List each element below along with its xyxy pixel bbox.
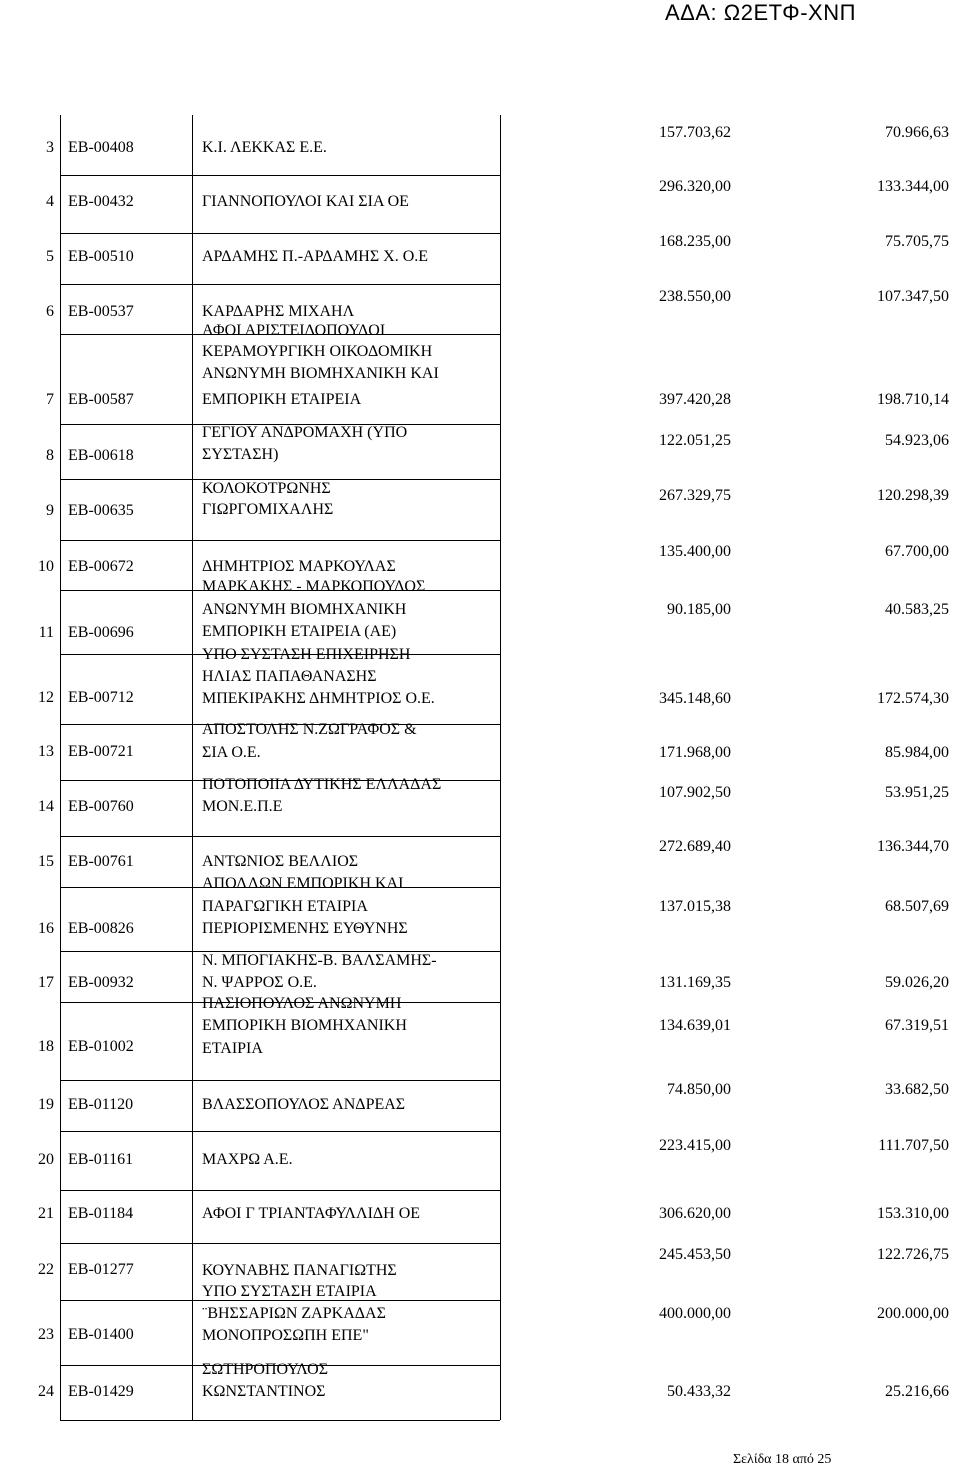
row-name-line: ΕΤΑΙΡΙΑ — [202, 1040, 263, 1057]
row-amount-total: 223.415,00 — [659, 1137, 731, 1154]
row-number: 13 — [38, 743, 54, 760]
row-number: 5 — [46, 248, 54, 265]
row-number: 10 — [38, 558, 54, 575]
row-number: 18 — [38, 1038, 54, 1055]
row-amount-total: 50.433,32 — [667, 1383, 731, 1400]
row-name-line: Ν. ΨΑΡΡΟΣ Ο.Ε. — [202, 974, 317, 991]
row-name-line: ΑΠΟΣΤΟΛΗΣ Ν.ΖΩΓΡΑΦΟΣ & — [202, 721, 417, 738]
row-name-line: ΑΠΟΛΛΩΝ ΕΜΠΟΡΙΚΗ ΚΑΙ — [202, 875, 404, 892]
row-code: ΕΒ-00761 — [68, 853, 134, 870]
row-number: 6 — [46, 303, 54, 320]
row-name-line: ΜΑΡΚΑΚΗΣ - ΜΑΡΚΟΠΟΥΛΟΣ — [202, 578, 426, 595]
row-code: ΕΒ-01120 — [68, 1096, 134, 1113]
row-separator — [192, 540, 500, 541]
row-amount-total: 74.850,00 — [667, 1081, 731, 1098]
row-code: ΕΒ-00432 — [68, 193, 134, 210]
row-separator — [192, 284, 500, 285]
row-name-line: ΥΠΟ ΣΥΣΤΑΣΗ ΕΠΙΧΕΙΡΗΣΗ — [202, 646, 411, 663]
row-separator — [192, 836, 500, 837]
row-name-line: ΑΦΟΙ ΑΡΙΣΤΕΙΔΟΠΟΥΛΟΙ — [202, 322, 386, 339]
row-amount-grant: 122.726,75 — [877, 1246, 949, 1263]
row-code: ΕΒ-00635 — [68, 502, 134, 519]
row-name-line: ΜΟΝΟΠΡΟΣΩΠΗ ΕΠΕ" — [202, 1327, 369, 1344]
row-name-line: ΥΠΟ ΣΥΣΤΑΣΗ ΕΤΑΙΡΙΑ — [202, 1283, 377, 1300]
row-number: 8 — [46, 447, 54, 464]
row-number: 16 — [38, 920, 54, 937]
row-amount-total: 168.235,00 — [659, 233, 731, 250]
row-amount-grant: 70.966,63 — [885, 124, 949, 141]
row-name-line: ΚΟΛΟΚΟΤΡΩΝΗΣ — [202, 480, 331, 497]
row-code: ΕΒ-00408 — [68, 139, 134, 156]
row-separator — [60, 951, 192, 952]
row-code: ΕΒ-00721 — [68, 743, 134, 760]
row-name-line: ΗΛΙΑΣ ΠΑΠΑΘΑΝΑΣΗΣ — [202, 668, 377, 685]
page-footer: Σελίδα 18 από 25 — [733, 1452, 832, 1467]
row-amount-total: 90.185,00 — [667, 601, 731, 618]
row-name-line: Κ.Ι. ΛΕΚΚΑΣ Ε.Ε. — [202, 139, 327, 156]
ada-code: ΑΔΑ: Ω2ΕΤΦ-ΧΝΠ — [665, 0, 856, 25]
row-separator — [60, 175, 192, 176]
row-number: 21 — [38, 1205, 54, 1222]
row-separator — [60, 233, 192, 234]
row-separator — [60, 1131, 192, 1132]
row-amount-total: 238.550,00 — [659, 288, 731, 305]
row-separator — [60, 1243, 192, 1244]
row-amount-total: 107.902,50 — [659, 784, 731, 801]
row-amount-grant: 68.507,69 — [885, 898, 949, 915]
row-number: 14 — [38, 798, 54, 815]
row-number: 9 — [46, 502, 54, 519]
row-amount-grant: 133.344,00 — [877, 178, 949, 195]
row-code: ΕΒ-00587 — [68, 391, 134, 408]
row-amount-grant: 120.298,39 — [877, 487, 949, 504]
row-separator — [60, 1190, 192, 1191]
row-amount-total: 245.453,50 — [659, 1246, 731, 1263]
row-number: 11 — [38, 624, 54, 641]
row-name-line: ΑΦΟΙ Γ ΤΡΙΑΝΤΑΦΥΛΛΙΔΗ ΟΕ — [202, 1205, 421, 1222]
row-separator — [192, 1420, 500, 1421]
row-number: 7 — [46, 391, 54, 408]
row-separator — [60, 590, 192, 591]
row-name-line: ΠΑΡΑΓΩΓΙΚΗ ΕΤΑΙΡΙΑ — [202, 898, 368, 915]
row-name-line: ΚΟΥΝΑΒΗΣ ΠΑΝΑΓΙΩΤΗΣ — [202, 1262, 397, 1279]
row-code: ΕΒ-00618 — [68, 447, 134, 464]
row-name-line: ΜΠΕΚΙΡΑΚΗΣ ΔΗΜΗΤΡΙΟΣ Ο.Ε. — [202, 690, 435, 707]
column-divider — [60, 115, 61, 1420]
row-code: ΕΒ-00826 — [68, 920, 134, 937]
row-separator — [60, 1002, 192, 1003]
row-name-line: ΔΗΜΗΤΡΙΟΣ ΜΑΡΚΟΥΛΑΣ — [202, 558, 396, 575]
row-separator — [60, 540, 192, 541]
row-amount-total: 131.169,35 — [659, 974, 731, 991]
row-separator — [60, 654, 192, 655]
row-separator — [60, 887, 192, 888]
row-code: ΕΒ-00932 — [68, 974, 134, 991]
row-amount-total: 397.420,28 — [659, 391, 731, 408]
row-amount-grant: 25.216,66 — [885, 1383, 949, 1400]
row-amount-grant: 53.951,25 — [885, 784, 949, 801]
row-amount-grant: 200.000,00 — [877, 1305, 949, 1322]
row-number: 20 — [38, 1151, 54, 1168]
row-name-line: ΚΕΡΑΜΟΥΡΓΙΚΗ ΟΙΚΟΔΟΜΙΚΗ — [202, 343, 433, 360]
row-name-line: ΑΝΤΩΝΙΟΣ ΒΕΛΛΙΟΣ — [202, 853, 359, 870]
column-divider — [500, 115, 501, 1420]
row-separator — [192, 1243, 500, 1244]
row-name-line: ΑΝΩΝΥΜΗ ΒΙΟΜΗΧΑΝΙΚΗ ΚΑΙ — [202, 365, 439, 382]
row-number: 12 — [38, 689, 54, 706]
row-amount-grant: 67.700,00 — [885, 543, 949, 560]
row-amount-grant: 153.310,00 — [877, 1205, 949, 1222]
row-name-line: ΜΟΝ.Ε.Π.Ε — [202, 798, 283, 815]
row-separator — [60, 424, 192, 425]
row-name-line: ΓΙΩΡΓΟΜΙΧΑΛΗΣ — [202, 501, 334, 518]
row-separator — [60, 334, 192, 335]
row-name-line: ΒΛΑΣΣΟΠΟΥΛΟΣ ΑΝΔΡΕΑΣ — [202, 1096, 406, 1113]
row-name-line: ΠΑΣΙΟΠΟΥΛΟΣ ΑΝΩΝΥΜΗ — [202, 995, 402, 1012]
row-amount-total: 135.400,00 — [659, 543, 731, 560]
row-code: ΕΒ-01277 — [68, 1261, 134, 1278]
row-amount-grant: 111.707,50 — [878, 1137, 949, 1154]
row-name-line: ΚΑΡΔΑΡΗΣ ΜΙΧΑΗΛ — [202, 303, 355, 320]
row-amount-total: 137.015,38 — [659, 898, 731, 915]
row-number: 24 — [38, 1383, 54, 1400]
row-code: ΕΒ-01184 — [68, 1205, 134, 1222]
row-amount-grant: 172.574,30 — [877, 690, 949, 707]
row-name-line: ΣΙΑ Ο.Ε. — [202, 744, 261, 761]
row-number: 22 — [38, 1261, 54, 1278]
row-number: 19 — [38, 1096, 54, 1113]
row-separator — [60, 1420, 192, 1421]
row-amount-grant: 198.710,14 — [877, 391, 949, 408]
row-code: ΕΒ-01002 — [68, 1038, 134, 1055]
row-code: ΕΒ-01400 — [68, 1326, 134, 1343]
row-separator — [60, 780, 192, 781]
row-amount-total: 306.620,00 — [659, 1205, 731, 1222]
row-number: 4 — [46, 193, 54, 210]
row-name-line: ΠΕΡΙΟΡΙΣΜΕΝΗΣ ΕΥΘΥΝΗΣ — [202, 920, 408, 937]
row-name-line: ΠΟΤΟΠΟΙΙΑ ΔΥΤΙΚΗΣ ΕΛΛΑΔΑΣ — [202, 776, 442, 793]
row-amount-grant: 33.682,50 — [885, 1081, 949, 1098]
row-name-line: ¨ΒΗΣΣΑΡΙΩΝ ΖΑΡΚΑΔΑΣ — [202, 1305, 386, 1322]
row-amount-total: 272.689,40 — [659, 838, 731, 855]
row-separator — [192, 1131, 500, 1132]
row-code: ΕΒ-00672 — [68, 558, 134, 575]
row-separator — [60, 479, 192, 480]
row-code: ΕΒ-00696 — [68, 624, 134, 641]
row-name-line: ΕΜΠΟΡΙΚΗ ΕΤΑΙΡΕΙΑ (ΑΕ) — [202, 623, 397, 640]
column-divider — [192, 115, 193, 1420]
row-number: 23 — [38, 1326, 54, 1343]
row-separator — [192, 1190, 500, 1191]
row-code: ΕΒ-00537 — [68, 303, 134, 320]
row-name-line: ΣΩΤΗΡΟΠΟΥΛΟΣ — [202, 1361, 329, 1378]
row-amount-total: 345.148,60 — [659, 690, 731, 707]
row-name-line: ΓΙΑΝΝΟΠΟΥΛΟΙ ΚΑΙ ΣΙΑ ΟΕ — [202, 193, 409, 210]
row-code: ΕΒ-00510 — [68, 248, 134, 265]
row-amount-grant: 136.344,70 — [877, 838, 949, 855]
row-amount-grant: 75.705,75 — [885, 233, 949, 250]
row-name-line: ΣΥΣΤΑΣΗ) — [202, 446, 279, 463]
row-amount-total: 122.051,25 — [659, 432, 731, 449]
row-separator — [60, 1080, 192, 1081]
row-amount-total: 400.000,00 — [659, 1305, 731, 1322]
row-amount-grant: 59.026,20 — [885, 974, 949, 991]
row-name-line: ΕΜΠΟΡΙΚΗ ΕΤΑΙΡΕΙΑ — [202, 391, 362, 408]
row-name-line: ΑΝΩΝΥΜΗ ΒΙΟΜΗΧΑΝΙΚΗ — [202, 601, 407, 618]
row-amount-total: 171.968,00 — [659, 744, 731, 761]
row-separator — [60, 724, 192, 725]
row-separator — [192, 175, 500, 176]
row-number: 17 — [38, 974, 54, 991]
row-code: ΕΒ-01429 — [68, 1383, 134, 1400]
row-amount-total: 267.329,75 — [659, 487, 731, 504]
row-number: 15 — [38, 853, 54, 870]
row-separator — [60, 836, 192, 837]
row-name-line: ΕΜΠΟΡΙΚΗ ΒΙΟΜΗΧΑΝΙΚΗ — [202, 1017, 407, 1034]
row-amount-grant: 107.347,50 — [877, 288, 949, 305]
row-code: ΕΒ-00760 — [68, 798, 134, 815]
row-name-line: ΚΩΝΣΤΑΝΤΙΝΟΣ — [202, 1383, 326, 1400]
row-amount-total: 134.639,01 — [659, 1017, 731, 1034]
row-amount-grant: 40.583,25 — [885, 601, 949, 618]
row-code: ΕΒ-00712 — [68, 689, 134, 706]
row-separator — [192, 1080, 500, 1081]
row-separator — [192, 233, 500, 234]
row-code: ΕΒ-01161 — [68, 1151, 134, 1168]
row-amount-grant: 85.984,00 — [885, 744, 949, 761]
row-name-line: ΜΑΧΡΩ Α.Ε. — [202, 1151, 293, 1168]
row-name-line: ΓΕΓΙΟΥ ΑΝΔΡΟΜΑΧΗ (ΥΠΟ — [202, 424, 408, 441]
row-separator — [60, 1365, 192, 1366]
row-amount-total: 157.703,62 — [659, 124, 731, 141]
row-number: 3 — [46, 139, 54, 156]
row-separator — [60, 1300, 192, 1301]
row-name-line: ΑΡΔΑΜΗΣ Π.-ΑΡΔΑΜΗΣ Χ. Ο.Ε — [202, 248, 429, 265]
row-amount-total: 296.320,00 — [659, 178, 731, 195]
row-amount-grant: 67.319,51 — [885, 1017, 949, 1034]
row-separator — [60, 284, 192, 285]
row-amount-grant: 54.923,06 — [885, 432, 949, 449]
row-name-line: Ν. ΜΠΟΓΙΑΚΗΣ-Β. ΒΑΛΣΑΜΗΣ- — [202, 952, 437, 969]
